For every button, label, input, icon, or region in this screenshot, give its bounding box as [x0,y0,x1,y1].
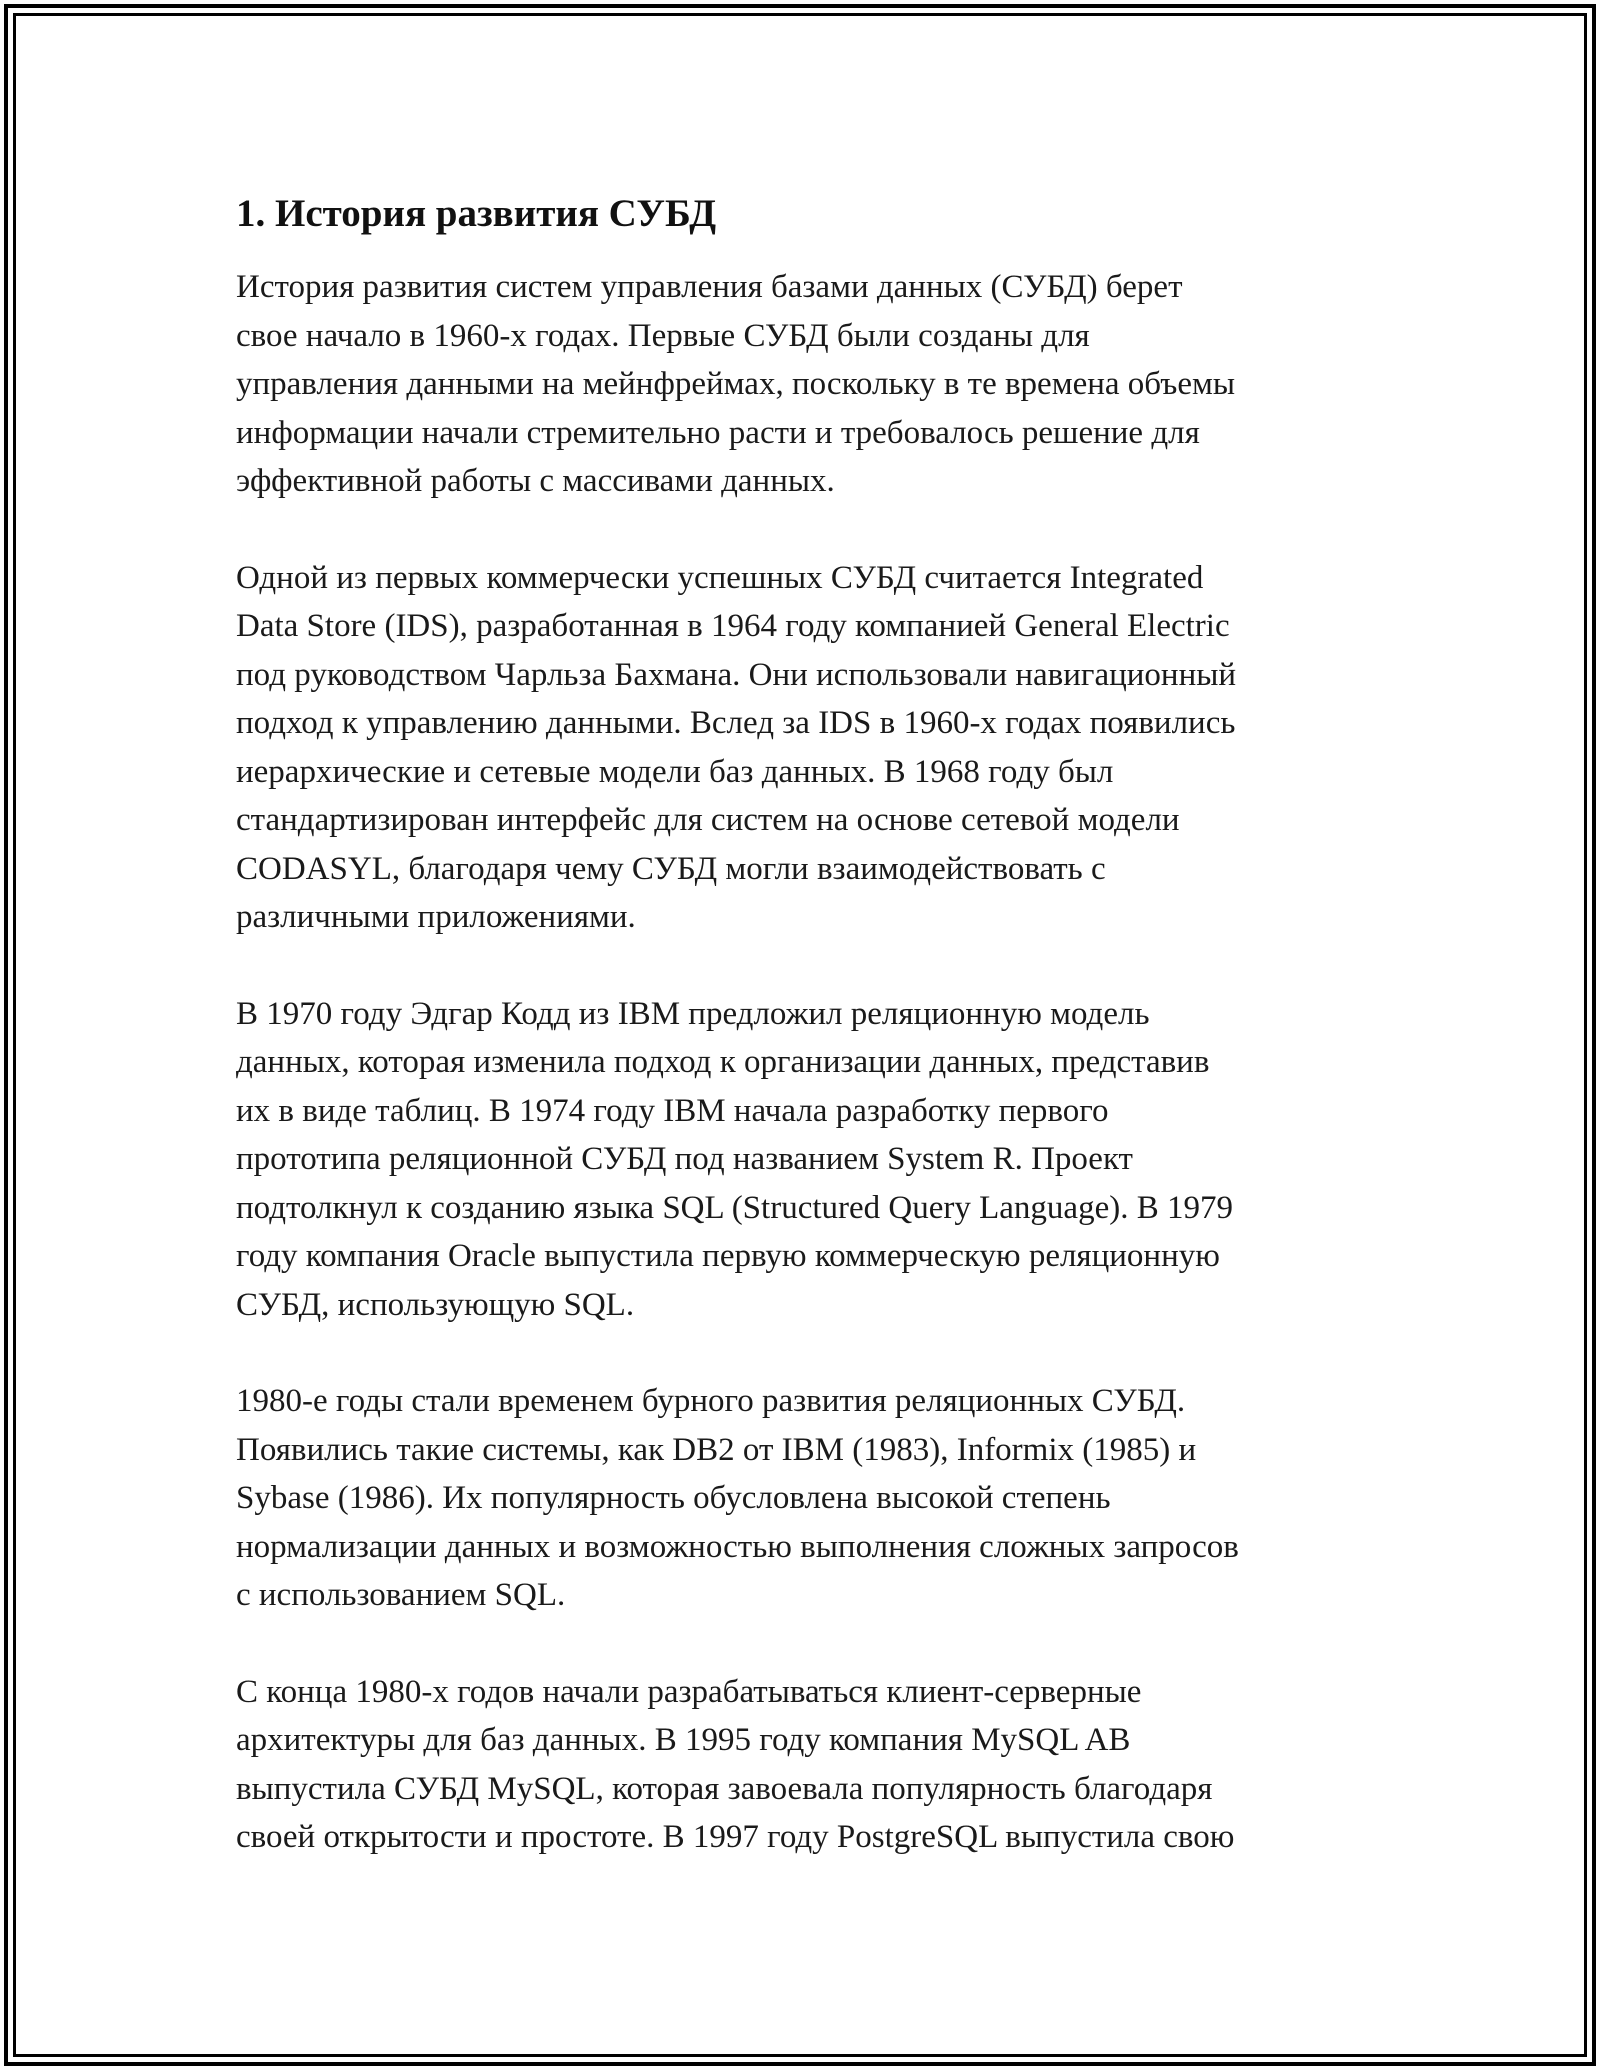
paragraph-3 [236,990,1366,1330]
document-body [236,188,1366,1862]
text-line: с использованием SQL. [236,1577,566,1613]
text-line: архитектуры для баз данных. В 1995 году компания MySQL AB [236,1722,1131,1758]
section-heading: 1. История развития СУБД [236,192,717,235]
paragraph-2 [236,554,1366,942]
text-line: выпустила СУБД MySQL, которая завоевала популярность благодаря [236,1770,1213,1807]
text-line: стандартизирован интерфейс для систем на основе сетевой модели [236,802,1180,838]
text-line: различными приложениями. [236,899,636,935]
paragraphs-container [236,263,1366,1862]
text-line: своей открытости и простоте. В 1997 году PostgreSQL выпустила свою [236,1819,1235,1855]
text-line: Sybase (1986). Их популярность обусловлена высокой степень [236,1480,1111,1516]
text-line: данных, которая изменила подход к организации данных, представив [236,1044,1210,1080]
paragraph-5 [236,1668,1366,1862]
text-line: CODASYL, благодаря чему СУБД могли взаимодействовать с [236,850,1106,887]
text-line: С конца 1980-х годов начали разрабатываться клиент-серверные [236,1673,1142,1710]
text-line: нормализации данных и возможностью выполнения сложных запросов [236,1528,1239,1565]
text-line: Одной из первых коммерчески успешных СУБД считается Integrated [236,559,1204,596]
text-line: СУБД, использующую SQL. [236,1286,635,1323]
text-line: иерархические и сетевые модели баз данных. В 1968 году был [236,753,1114,790]
text-line: Появились такие системы, как DB2 от IBM (1983), Informix (1985) и [236,1431,1197,1468]
paragraph-1 [236,263,1366,506]
text-line: под руководством Чарльза Бахмана. Они использовали навигационный [236,656,1237,693]
text-line: История развития систем управления базами данных (СУБД) берет [236,269,1183,305]
text-line: прототипа реляционной СУБД под названием System R. Проект [236,1141,1133,1177]
paragraph-4 [236,1377,1366,1620]
text-line: году компания Oracle выпустила первую коммерческую реляционную [236,1238,1220,1274]
text-line: подход к управлению данными. Вслед за IDS в 1960-х годах появились [236,705,1236,741]
text-line: управления данными на мейнфреймах, поскольку в те времена объемы [236,366,1236,402]
text-line: их в виде таблиц. В 1974 году IBM начала разработку первого [236,1092,1109,1129]
text-line: эффективной работы с массивами данных. [236,463,835,499]
text-line: Data Store (IDS), разработанная в 1964 году компанией General Electric [236,608,1230,644]
text-line: информации начали стремительно расти и требовалось решение для [236,414,1200,451]
text-line: 1980-е годы стали временем бурного развития реляционных СУБД. [236,1383,1186,1419]
text-line: подтолкнул к созданию языка SQL (Structured Query Language). В 1979 [236,1189,1233,1226]
text-line: В 1970 году Эдгар Кодд из IBM предложил реляционную модель [236,995,1150,1032]
text-line: свое начало в 1960-х годах. Первые СУБД были созданы для [236,317,1090,354]
